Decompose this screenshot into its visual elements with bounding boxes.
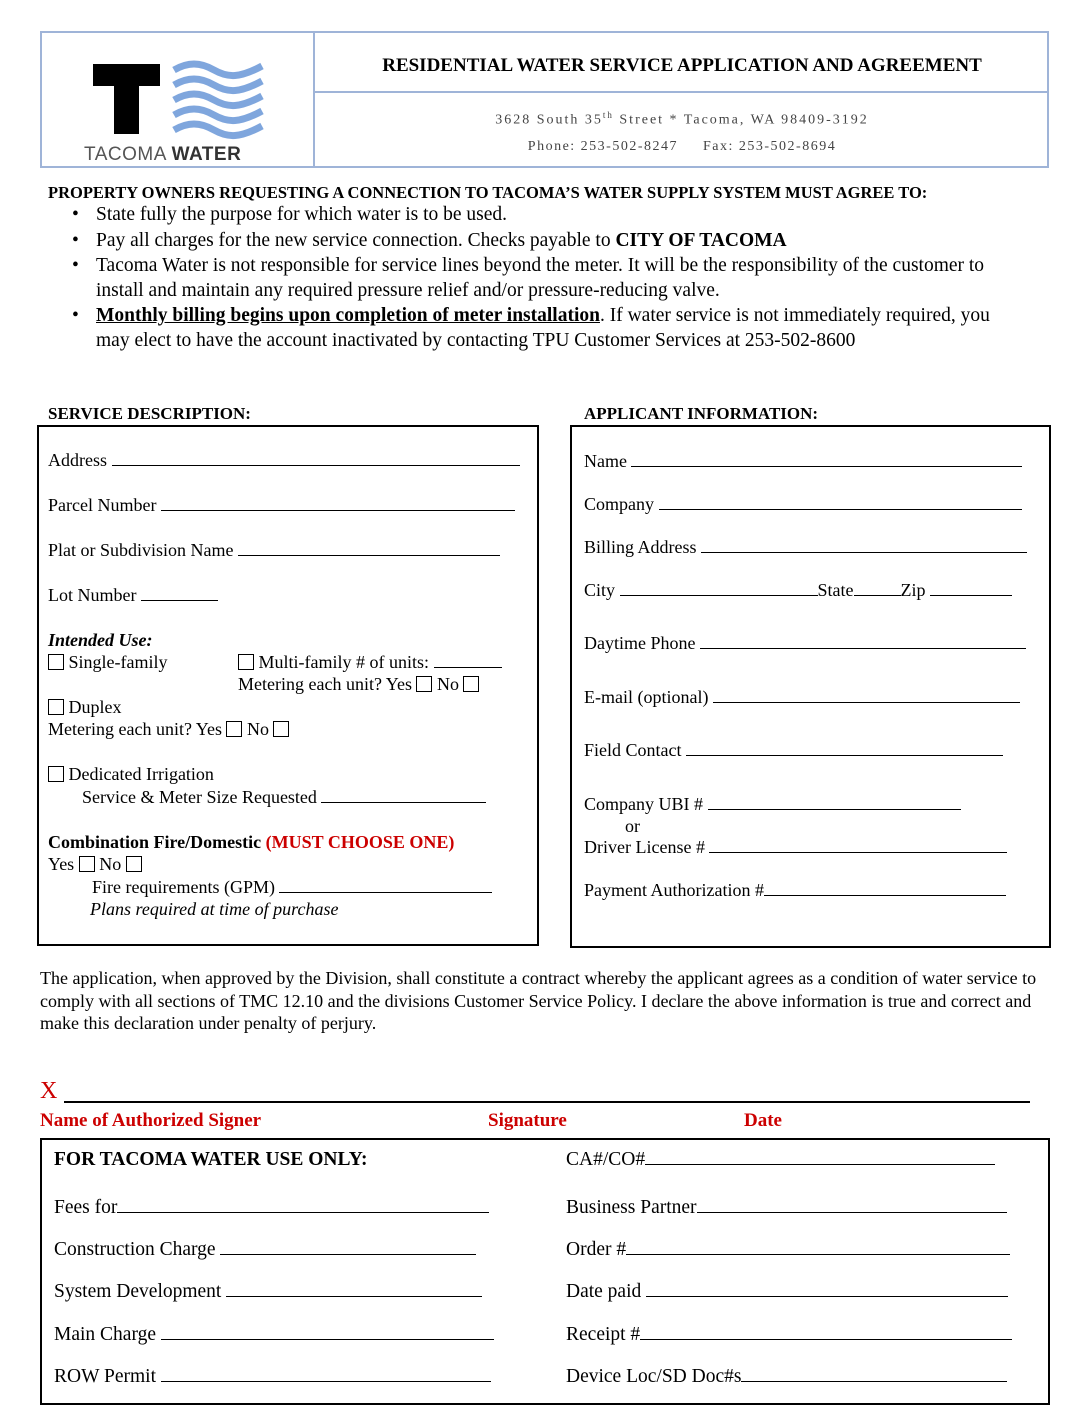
service-heading: SERVICE DESCRIPTION: — [48, 404, 251, 423]
or-label: or — [625, 816, 640, 836]
field-contact-field[interactable]: Field Contact — [584, 740, 1003, 761]
checkbox[interactable] — [238, 654, 254, 670]
checkbox[interactable] — [48, 699, 64, 715]
name-field[interactable]: Name — [584, 451, 1022, 472]
row-permit-field[interactable]: ROW Permit — [54, 1366, 491, 1388]
plat-field[interactable]: Plat or Subdivision Name — [48, 540, 500, 561]
office-phone: Phone: 253-502-8247 Fax: 253-502-8694 — [527, 139, 837, 154]
office-address: 3628 South 35th Street * Tacoma, WA 98409-3192 — [495, 110, 869, 128]
fire-gpm-field[interactable]: Fire requirements (GPM) — [92, 877, 492, 898]
system-development-field[interactable]: System Development — [54, 1281, 482, 1303]
list-item: • Monthly billing begins upon completion of meter installation. If water service is not immediately required, you may elect to have the account inactivated by contacting TPU Customer Services at 253-502-8600 — [72, 304, 1012, 353]
single-family-option[interactable]: Single-family — [48, 652, 167, 673]
lot-field[interactable]: Lot Number — [48, 585, 218, 606]
combination-options: Yes No — [48, 854, 142, 875]
checkbox[interactable] — [463, 676, 479, 692]
form-title: RESIDENTIAL WATER SERVICE APPLICATION AND AGREEMENT — [382, 55, 982, 76]
billing-address-field[interactable]: Billing Address — [584, 537, 1027, 558]
signature-x-mark: X — [40, 1078, 58, 1104]
device-loc-field[interactable]: Device Loc/SD Doc#s — [566, 1366, 1007, 1388]
logo-text: TACOMA WATER — [84, 144, 242, 165]
date-label: Date — [744, 1110, 782, 1131]
signature-line[interactable] — [64, 1101, 1030, 1103]
checkbox[interactable] — [48, 654, 64, 670]
signer-name-label: Name of Authorized Signer — [40, 1110, 262, 1131]
checkbox[interactable] — [79, 856, 95, 872]
company-field[interactable]: Company — [584, 494, 1022, 515]
receipt-number-field[interactable]: Receipt # — [566, 1324, 1012, 1346]
irrigation-option[interactable]: Dedicated Irrigation — [48, 764, 214, 785]
daytime-phone-field[interactable]: Daytime Phone — [584, 633, 1026, 654]
multi-family-option[interactable]: Multi-family # of units: — [238, 652, 502, 673]
declaration-text: The application, when approved by the Division, shall constitute a contract whereby the applicant agrees as a condition of water service to comply with all sections of TMC 12.10 and the divisions Customer Service Policy. I declare the above information is true and correct and make this declaration under penalty of perjury. — [40, 968, 1037, 1033]
duplex-metering-option: Metering each unit? Yes No — [48, 719, 289, 740]
company-ubi-field[interactable]: Company UBI # — [584, 794, 961, 815]
header-divider — [313, 91, 1049, 93]
construction-charge-field[interactable]: Construction Charge — [54, 1239, 476, 1261]
office-use-box — [40, 1138, 1050, 1405]
plans-note: Plans required at time of purchase — [90, 899, 339, 919]
driver-license-field[interactable]: Driver License # — [584, 837, 1007, 858]
order-number-field[interactable]: Order # — [566, 1239, 1010, 1261]
duplex-option[interactable]: Duplex — [48, 697, 122, 718]
list-item: • State fully the purpose for which water is to be used. — [72, 203, 1012, 228]
requirements-heading: PROPERTY OWNERS REQUESTING A CONNECTION TO TACOMA’S WATER SUPPLY SYSTEM MUST AGREE TO: — [48, 183, 928, 202]
ca-co-field[interactable]: CA#/CO# — [566, 1149, 995, 1171]
list-item: • Tacoma Water is not responsible for service lines beyond the meter. It will be the responsibility of the customer to install and maintain any required pressure relief and/or pressure-reducing valve. — [72, 254, 1012, 303]
applicant-heading: APPLICANT INFORMATION: — [584, 404, 819, 423]
meter-size-field[interactable]: Service & Meter Size Requested — [82, 787, 486, 808]
address-field[interactable]: Address — [48, 450, 520, 471]
signature-label: Signature — [488, 1110, 567, 1131]
fees-for-field[interactable]: Fees for — [54, 1197, 489, 1219]
checkbox[interactable] — [226, 721, 242, 737]
business-partner-field[interactable]: Business Partner — [566, 1197, 1007, 1219]
checkbox[interactable] — [273, 721, 289, 737]
intended-use-label: Intended Use: — [48, 630, 153, 650]
multi-metering-option: Metering each unit? Yes No — [238, 674, 479, 695]
combination-label: Combination Fire/Domestic (MUST CHOOSE ONE) — [48, 832, 455, 852]
list-item: • Pay all charges for the new service connection. Checks payable to CITY OF TACOMA — [72, 229, 1012, 254]
office-use-heading: FOR TACOMA WATER USE ONLY: — [54, 1149, 368, 1170]
email-field[interactable]: E-mail (optional) — [584, 687, 1020, 708]
parcel-field[interactable]: Parcel Number — [48, 495, 515, 516]
requirements-list — [72, 203, 1012, 354]
checkbox[interactable] — [48, 766, 64, 782]
tacoma-water-logo — [88, 58, 270, 140]
checkbox[interactable] — [126, 856, 142, 872]
checkbox[interactable] — [416, 676, 432, 692]
date-paid-field[interactable]: Date paid — [566, 1281, 1008, 1303]
payment-authorization-field[interactable]: Payment Authorization # — [584, 880, 1006, 901]
city-state-zip-field[interactable]: City State Zip — [584, 580, 1012, 601]
main-charge-field[interactable]: Main Charge — [54, 1324, 494, 1346]
